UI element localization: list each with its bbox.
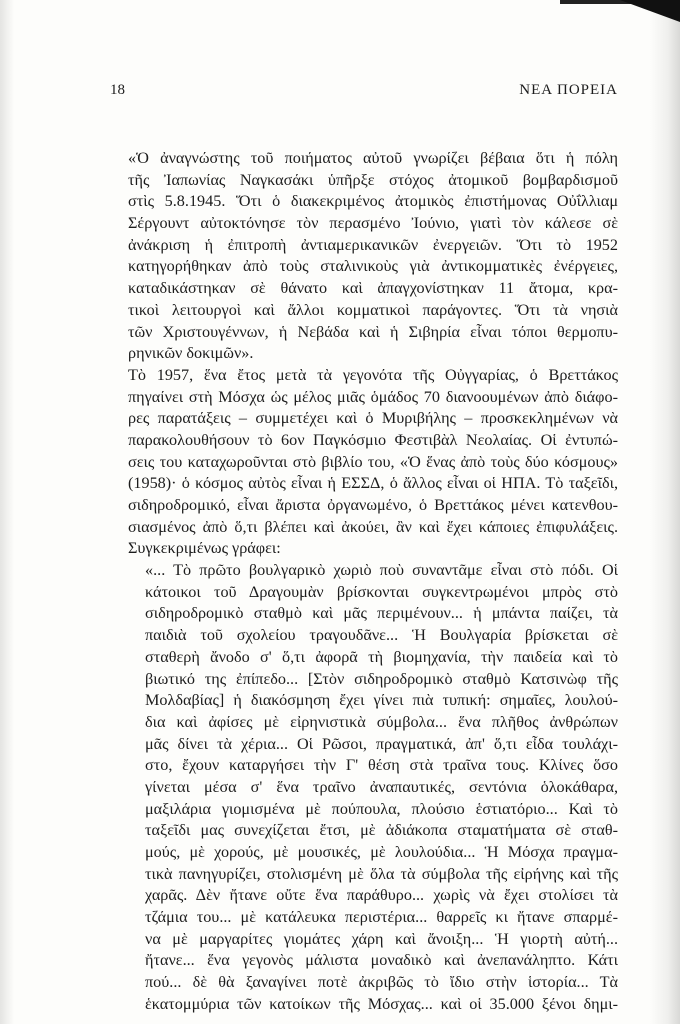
text-line: κάτοικοι τοῦ Δραγουμὰν βρίσκονται συγκεντρωμένοι μπρὸς στὸ	[145, 582, 618, 601]
text-line: παρακολουθήσουν τὸ 6ον Παγκόσμιο Φεστιβὰλ Νεολαίας. Οἱ ἐντυπώ-	[128, 430, 618, 449]
page-body	[128, 148, 618, 1016]
text-line: σιασμένος ἀπὸ ὅ,τι βλέπει καὶ ἀκούει, ἂν καὶ ἔχει κάποιες ἐπιφυλάξεις.	[128, 517, 618, 536]
text-line: μούς, μὲ χορούς, μὲ μουσικές, μὲ λουλούδια... Ἡ Μόσχα πραγμα-	[145, 843, 618, 861]
text-line: ρηνικῶν δοκιμῶν».	[128, 344, 254, 363]
text-line: να μὲ μαργαρίτες γιομάτες χάρη καὶ ἄνοιξη... Ἡ γιορτὴ αὐτή...	[145, 929, 618, 948]
text-line: ρες παρατάξεις – συμμετέχει καὶ ὁ Μυριβήλης – προσκεκλημένων νὰ	[128, 409, 618, 428]
body-paragraph	[128, 365, 618, 560]
text-line: τικὰ πανηγυρίζει, στολισμένη μὲ ὅλα τὰ σύμβολα τῆς εἰρήνης καὶ τῆς	[145, 864, 618, 883]
page-right-edge-shadow	[650, 0, 680, 1024]
text-line: καταδικάστηκαν σὲ θάνατο καὶ ἀπαγχονίστηκαν 11 ἄτομα, κρα-	[128, 279, 618, 298]
text-line: κατηγορήθηκαν ἀπὸ τοὺς σταλινικοὺς γιὰ ἀντικομματικὲς ἐνέργειες,	[128, 257, 618, 276]
text-line: ταξεῖδι μας συνεχίζεται ἔτσι, μὲ ἀδιάκοπα σταματήματα σὲ σταθ-	[145, 821, 618, 840]
text-line: (1958)· ὁ κόσμος αὐτὸς εἶναι ἡ ΕΣΣΔ, ὁ ἄλλος εἶναι οἱ ΗΠΑ. Τὸ ταξεῖδι,	[128, 474, 618, 493]
text-line: σταθερὴ ἄνοδο σ' ὅ,τι ἀφορᾶ τὴ βιομηχανία, τὴν παιδεία καὶ τὸ	[145, 647, 618, 666]
page-left-edge-shadow	[0, 0, 14, 1024]
text-line: γίνεται μέσα σ' ἕνα τραῖνο ἀναπαυτικές, σεντόνια ὁλοκάθαρα,	[145, 777, 618, 796]
text-line: μᾶς δίνει τὰ χέρια... Οἱ Ρῶσοι, πραγματικά, ἀπ' ὅ,τι εἶδα τουλάχι-	[145, 734, 618, 753]
text-line: Μολδαβίας] ἡ διακόσμηση ἔχει γίνει πιὰ τυπική: σημαῖες, λουλού-	[145, 691, 618, 710]
text-line: σιδηροδρομικὸ σταθμὸ καὶ μᾶς περιμένουν... ἡ μπάντα παίζει, τὰ	[145, 604, 618, 623]
text-line: δια καὶ ἀφίσες μὲ εἰρηνιστικὰ σύμβολα... ἕνα πλῆθος ἀνθρώπων	[145, 712, 618, 731]
text-line: ἑκατομμύρια τῶν κατοίκων τῆς Μόσχας... καὶ οἱ 35.000 ξένοι δημι-	[145, 994, 618, 1013]
text-line: χαρᾶς. Δὲν ἤτανε οὔτε ἕνα παράθυρο... χωρὶς νὰ ἔχει στολίσει τὰ	[145, 886, 618, 905]
text-line: τζάμια του... μὲ κατάλευκα περιστέρια... θαρρεῖς κι ἤτανε σπαρμέ-	[145, 908, 618, 927]
text-line: πού... δὲ θὰ ξαναγίνει ποτὲ ἀκριβῶς τὸ ἴδιο στὴν ἱστορία... Τὰ	[145, 973, 618, 992]
text-line: τῶν Χριστουγέννων, ἡ Νεβάδα καὶ ἡ Σιβηρία εἶναι τόποι θερμοπυ-	[128, 322, 618, 341]
text-line: πηγαίνει στὴ Μόσχα ὡς μέλος μιᾶς ὁμάδος 70 διανοουμένων ἀπὸ διάφο-	[128, 387, 618, 406]
text-line: «... Τὸ πρῶτο βουλγαρικὸ χωριὸ ποὺ συναντᾶμε εἶναι στὸ πόδι. Οἱ	[145, 561, 618, 580]
text-line: «Ὁ ἀναγνώστης τοῦ ποιήματος αὐτοῦ γνωρίζει βέβαια ὅτι ἡ πόλη	[128, 149, 618, 167]
text-line: Τὸ 1957, ἕνα ἔτος μετὰ τὰ γεγονότα τῆς Οὐγγαρίας, ὁ Βρεττάκος	[128, 365, 618, 384]
text-line: ἤτανε... ἕνα γεγονὸς μάλιστα μοναδικὸ καὶ ἀνεπανάληπτο. Κάτι	[145, 951, 618, 970]
page-number: 18	[110, 82, 125, 98]
text-line: Σέργουντ αὐτοκτόνησε τὸν περασμένο Ἰούνιο, γιατὶ τὸν κάλεσε σὲ	[128, 214, 618, 233]
text-line: βιωτικό της ἐπίπεδο... [Στὸν σιδηροδρομικὸ σταθμὸ Κατσινὼφ τῆς	[145, 669, 618, 688]
block-quote	[128, 560, 618, 1015]
text-line: σιδηροδρομικό, εἶναι ἄριστα ὀργανωμένο, ὁ Βρεττάκος μένει κατενθου-	[128, 496, 618, 514]
text-line: στὶς 5.8.1945. Ὅτι ὁ διακεκριμένος ἀτομικὸς ἐπιστήμονας Οὐΐλλιαμ	[128, 192, 618, 211]
text-line: σεις του καταχωροῦνται στὸ βιβλίο του, «Ὁ ἕνας ἀπὸ τοὺς δύο κόσμους»	[128, 452, 618, 471]
text-line: μαξιλάρια γιομισμένα μὲ πούπουλα, πλούσιο ἑστιατόριο... Καὶ τὸ	[145, 799, 618, 818]
running-title: ΝΕΑ ΠΟΡΕΙΑ	[519, 82, 618, 98]
text-line: τικοὶ λειτουργοὶ καὶ ἄλλοι κομματικοὶ παράγοντες. Ὅτι τὰ νησιὰ	[128, 300, 618, 319]
text-line: ἀνάκριση ἡ ἐπιτροπὴ ἀντιαμερικανικῶν ἐνεργειῶν. Ὅτι τὸ 1952	[128, 235, 618, 254]
scan-corner	[620, 0, 680, 22]
text-line: στο, ἔχουν καταργήσει τὴν Γ' θέση στὰ τραῖνα τους. Κλίνες ὅσο	[145, 756, 618, 775]
text-line: Συγκεκριμένως γράφει:	[128, 539, 281, 558]
quoted-paragraph	[128, 148, 618, 365]
text-line: παιδιὰ τοῦ σχολείου τραγουδᾶνε... Ἡ Βουλγαρία βρίσκεται σὲ	[145, 626, 618, 645]
text-line: τῆς Ἰαπωνίας Ναγκασάκι ὑπῆρξε στόχος ἀτομικοῦ βομβαρδισμοῦ	[128, 170, 618, 189]
